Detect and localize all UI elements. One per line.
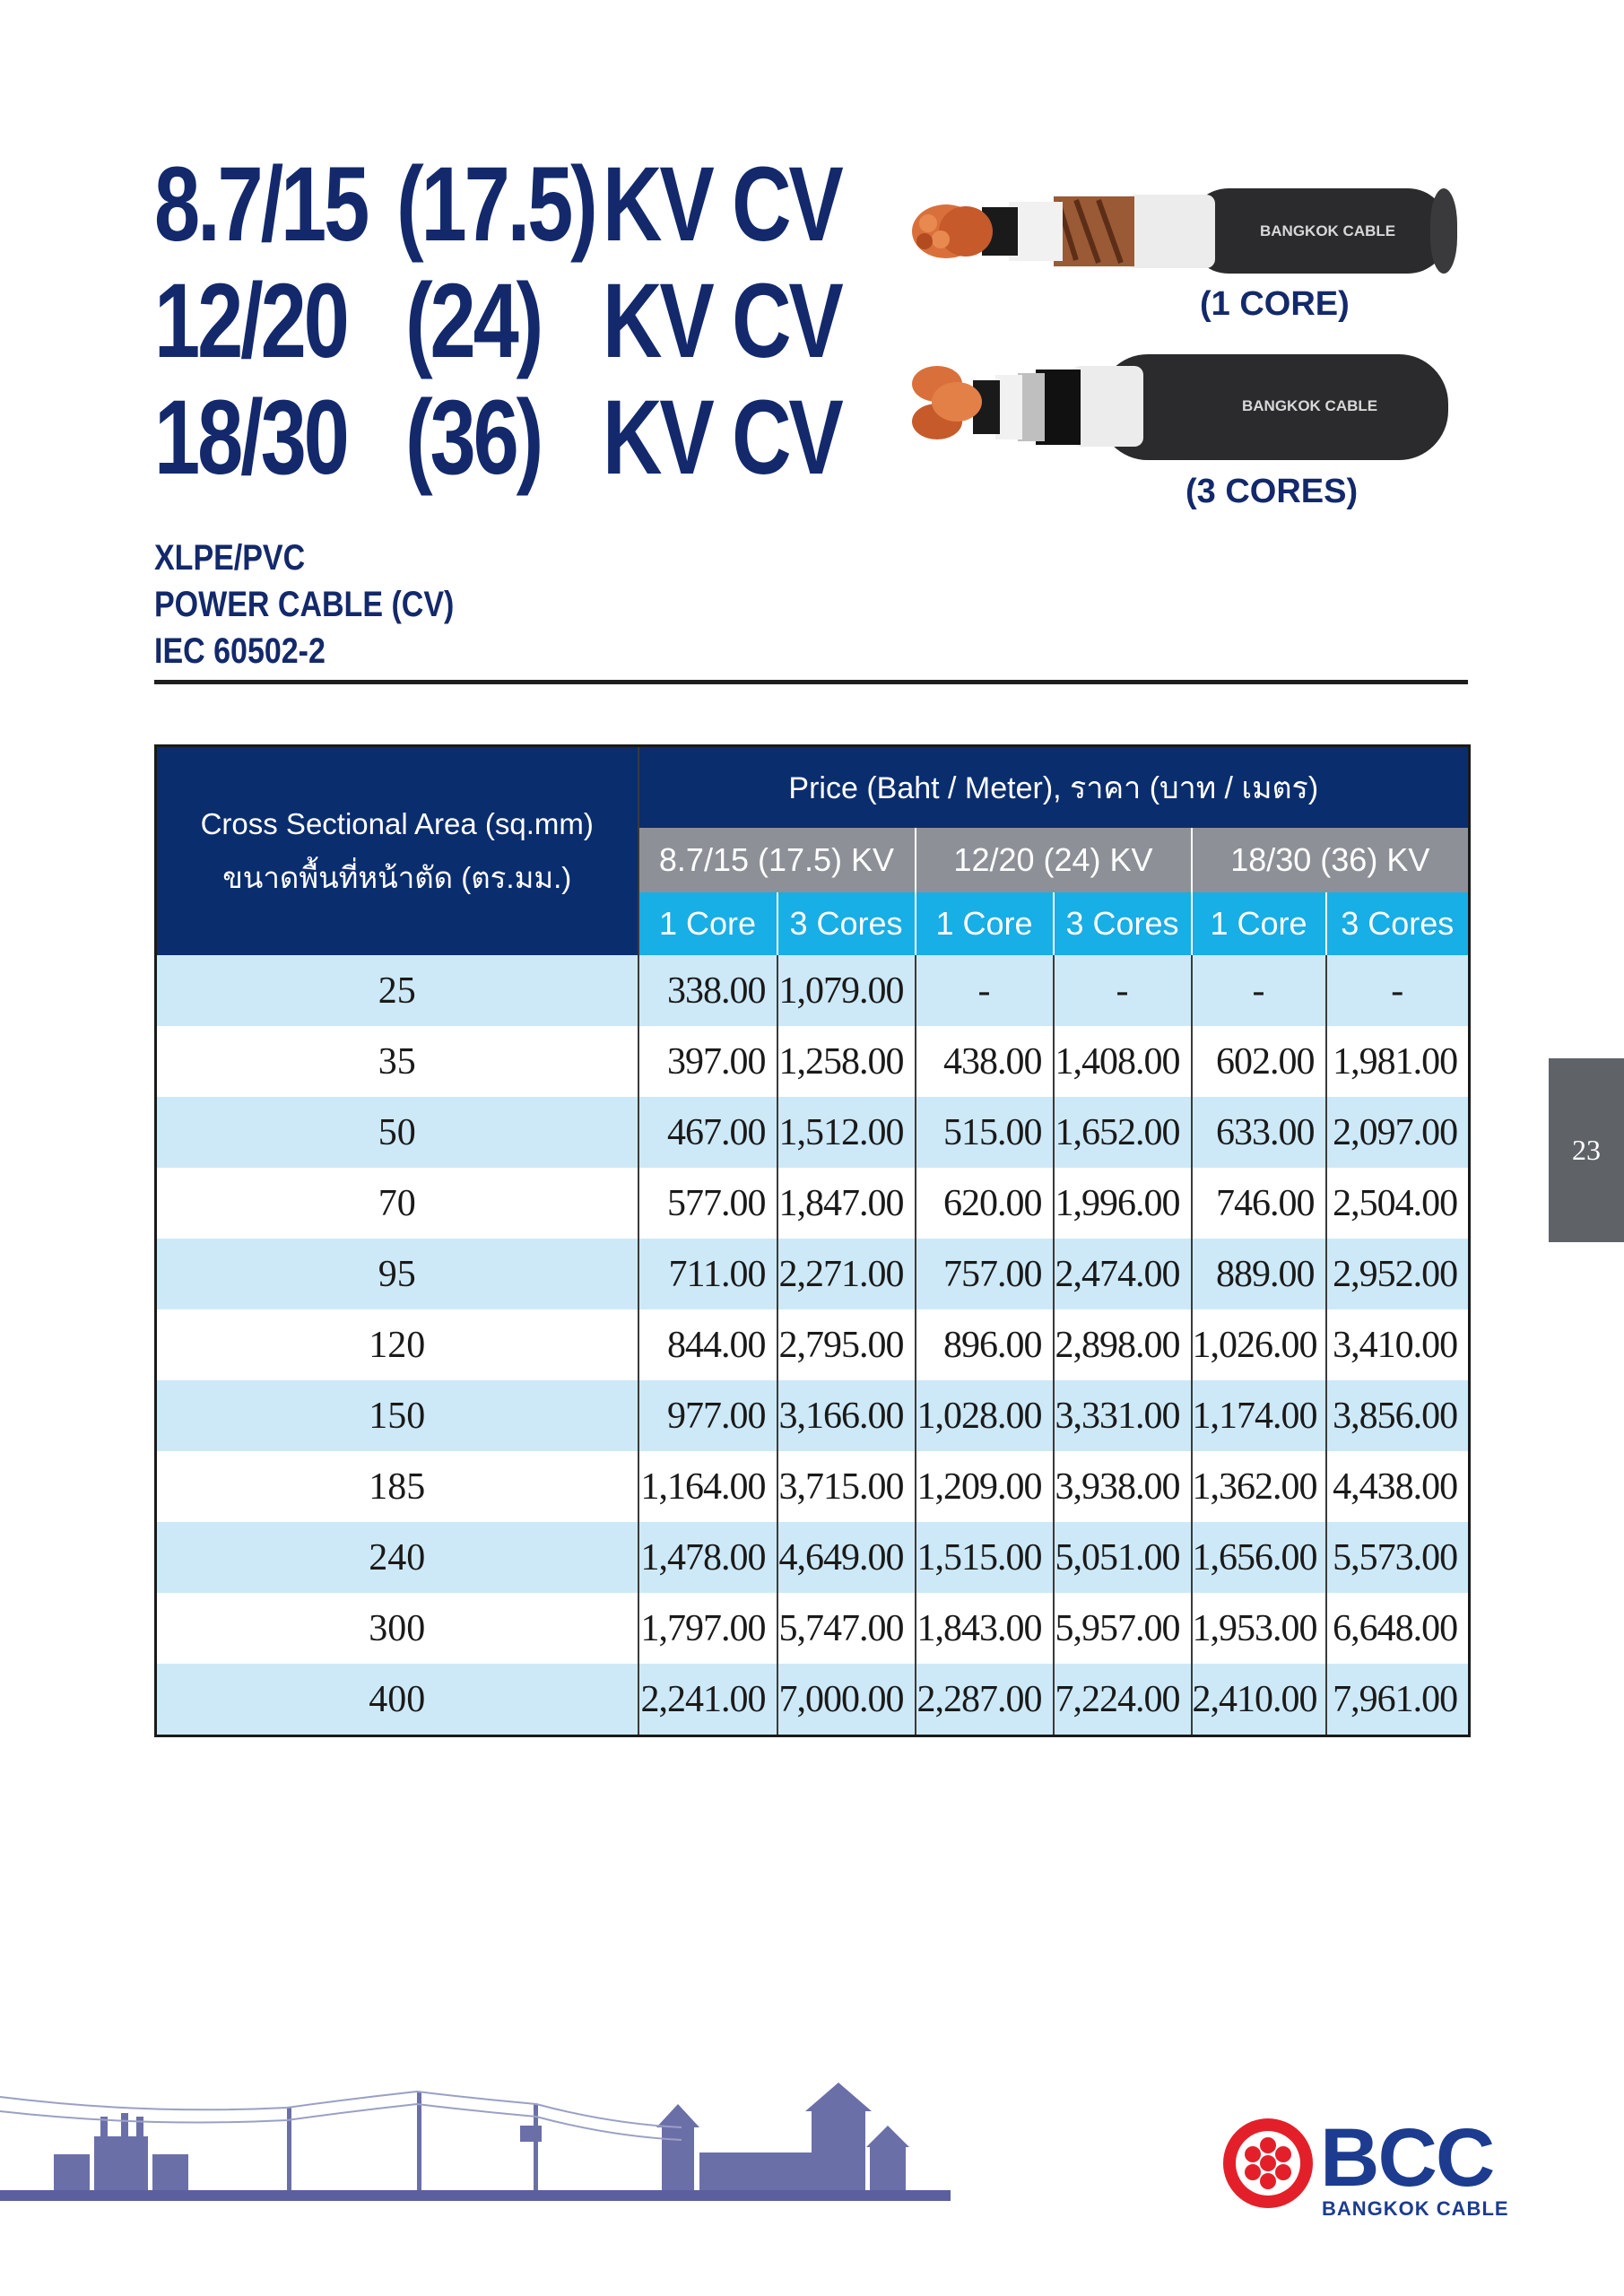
price-cell: 5,051.00 <box>1054 1522 1192 1593</box>
price-cell: 1,996.00 <box>1054 1168 1192 1239</box>
price-cell: 1,656.00 <box>1192 1522 1326 1593</box>
table-row <box>156 1380 1470 1451</box>
price-cell: 2,474.00 <box>1054 1239 1192 1309</box>
price-cell: 6,648.00 <box>1326 1593 1470 1664</box>
logo-subtitle: BANGKOK CABLE <box>1322 2197 1509 2220</box>
divider-line <box>154 680 1468 684</box>
price-cell: 2,952.00 <box>1326 1239 1470 1309</box>
price-cell: 515.00 <box>916 1097 1054 1168</box>
voltage-header-24kv: 12/20 (24) KV <box>916 828 1192 892</box>
price-cell: 1,209.00 <box>916 1451 1054 1522</box>
price-cell: - <box>1192 955 1326 1026</box>
product-subtitle: XLPE/PVC POWER CABLE (CV) IEC 60502-2 <box>154 538 455 671</box>
price-cell: 757.00 <box>916 1239 1054 1309</box>
price-cell: 896.00 <box>916 1309 1054 1380</box>
table-row <box>156 1309 1470 1380</box>
price-cell: 3,938.00 <box>1054 1451 1192 1522</box>
price-cell: 1,258.00 <box>777 1026 916 1097</box>
voltage-header-36kv: 18/30 (36) KV <box>1192 828 1470 892</box>
price-cell: 4,649.00 <box>777 1522 916 1593</box>
area-cell: 70 <box>156 1168 638 1239</box>
price-cell: 1,512.00 <box>777 1097 916 1168</box>
price-cell: 2,795.00 <box>777 1309 916 1380</box>
price-cell: 338.00 <box>638 955 777 1026</box>
cross-sectional-area-header: Cross Sectional Area (sq.mm) ขนาดพื้นที่หน้าตัด (ตร.มม.) <box>156 746 638 956</box>
price-cell: 2,287.00 <box>916 1664 1054 1736</box>
price-cell: 1,953.00 <box>1192 1593 1326 1664</box>
logo-wordmark: BCC <box>1320 2112 1494 2204</box>
price-cell: 602.00 <box>1192 1026 1326 1097</box>
table-row <box>156 1522 1470 1593</box>
price-cell: 3,331.00 <box>1054 1380 1192 1451</box>
price-cell: 1,797.00 <box>638 1593 777 1664</box>
price-cell: 397.00 <box>638 1026 777 1097</box>
price-cell: 1,652.00 <box>1054 1097 1192 1168</box>
price-cell: 1,164.00 <box>638 1451 777 1522</box>
price-cell: 746.00 <box>1192 1168 1326 1239</box>
price-cell: 1,408.00 <box>1054 1026 1192 1097</box>
table-row <box>156 1664 1470 1736</box>
core-header: 3 Cores <box>1054 892 1192 955</box>
price-cell: 3,856.00 <box>1326 1380 1470 1451</box>
one-core-cable-image <box>901 184 1462 283</box>
price-cell: - <box>1054 955 1192 1026</box>
core-header: 1 Core <box>916 892 1054 955</box>
area-cell: 25 <box>156 955 638 1026</box>
table-row <box>156 1593 1470 1664</box>
page-number-tab <box>1549 1058 1624 1242</box>
price-cell: 2,898.00 <box>1054 1309 1192 1380</box>
price-table-body <box>156 955 1470 1736</box>
price-cell: 438.00 <box>916 1026 1054 1097</box>
price-cell: - <box>916 955 1054 1026</box>
price-cell: 711.00 <box>638 1239 777 1309</box>
price-cell: 889.00 <box>1192 1239 1326 1309</box>
bcc-logo <box>1221 2112 1509 2224</box>
price-cell: - <box>1326 955 1470 1026</box>
area-cell: 50 <box>156 1097 638 1168</box>
price-cell: 2,097.00 <box>1326 1097 1470 1168</box>
price-cell: 7,000.00 <box>777 1664 916 1736</box>
price-cell: 5,573.00 <box>1326 1522 1470 1593</box>
core-header: 3 Cores <box>1326 892 1470 955</box>
table-row <box>156 1239 1470 1309</box>
price-cell: 2,241.00 <box>638 1664 777 1736</box>
price-cell: 577.00 <box>638 1168 777 1239</box>
price-cell: 2,271.00 <box>777 1239 916 1309</box>
price-cell: 1,028.00 <box>916 1380 1054 1451</box>
price-cell: 1,079.00 <box>777 955 916 1026</box>
table-row <box>156 1026 1470 1097</box>
price-cell: 7,961.00 <box>1326 1664 1470 1736</box>
price-cell: 1,981.00 <box>1326 1026 1470 1097</box>
area-cell: 300 <box>156 1593 638 1664</box>
price-cell: 620.00 <box>916 1168 1054 1239</box>
svg-text:BANGKOK CABLE: BANGKOK CABLE <box>1260 222 1396 239</box>
price-cell: 2,410.00 <box>1192 1664 1326 1736</box>
price-cell: 467.00 <box>638 1097 777 1168</box>
voltage-header-17-5kv: 8.7/15 (17.5) KV <box>638 828 916 892</box>
price-cell: 1,026.00 <box>1192 1309 1326 1380</box>
area-cell: 150 <box>156 1380 638 1451</box>
area-cell: 240 <box>156 1522 638 1593</box>
price-cell: 2,504.00 <box>1326 1168 1470 1239</box>
svg-text:BANGKOK CABLE: BANGKOK CABLE <box>1242 397 1378 414</box>
three-cores-label: (3 CORES) <box>1185 473 1359 510</box>
price-cell: 3,410.00 <box>1326 1309 1470 1380</box>
one-core-label: (1 CORE) <box>1200 285 1350 323</box>
title-line-2: 12/20 (24) KV CV <box>154 262 841 380</box>
core-header: 1 Core <box>1192 892 1326 955</box>
title-line-3: 18/30 (36) KV CV <box>154 378 841 497</box>
table-row <box>156 1168 1470 1239</box>
bcc-logo-icon <box>1221 2117 1316 2211</box>
price-cell: 3,715.00 <box>777 1451 916 1522</box>
table-row <box>156 1451 1470 1522</box>
price-table <box>154 744 1471 1737</box>
price-cell: 1,515.00 <box>916 1522 1054 1593</box>
price-cell: 1,847.00 <box>777 1168 916 1239</box>
price-cell: 5,747.00 <box>777 1593 916 1664</box>
area-cell: 120 <box>156 1309 638 1380</box>
area-cell: 185 <box>156 1451 638 1522</box>
price-cell: 4,438.00 <box>1326 1451 1470 1522</box>
price-cell: 977.00 <box>638 1380 777 1451</box>
price-cell: 3,166.00 <box>777 1380 916 1451</box>
page-number: 23 <box>1572 1134 1601 1166</box>
area-cell: 95 <box>156 1239 638 1309</box>
price-cell: 7,224.00 <box>1054 1664 1192 1736</box>
price-cell: 844.00 <box>638 1309 777 1380</box>
price-cell: 633.00 <box>1192 1097 1326 1168</box>
table-row <box>156 955 1470 1026</box>
product-title <box>154 144 899 497</box>
price-cell: 1,362.00 <box>1192 1451 1326 1522</box>
price-header: Price (Baht / Meter), ราคา (บาท / เมตร) <box>638 746 1470 829</box>
price-cell: 5,957.00 <box>1054 1593 1192 1664</box>
title-line-1: 8.7/15 (17.5) KV CV <box>154 145 841 264</box>
price-cell: 1,174.00 <box>1192 1380 1326 1451</box>
price-cell: 1,478.00 <box>638 1522 777 1593</box>
area-cell: 35 <box>156 1026 638 1097</box>
footer-illustration <box>0 2072 960 2206</box>
core-header: 1 Core <box>638 892 777 955</box>
table-row <box>156 1097 1470 1168</box>
area-cell: 400 <box>156 1664 638 1736</box>
three-core-cable-image <box>901 350 1462 466</box>
core-header: 3 Cores <box>777 892 916 955</box>
price-cell: 1,843.00 <box>916 1593 1054 1664</box>
